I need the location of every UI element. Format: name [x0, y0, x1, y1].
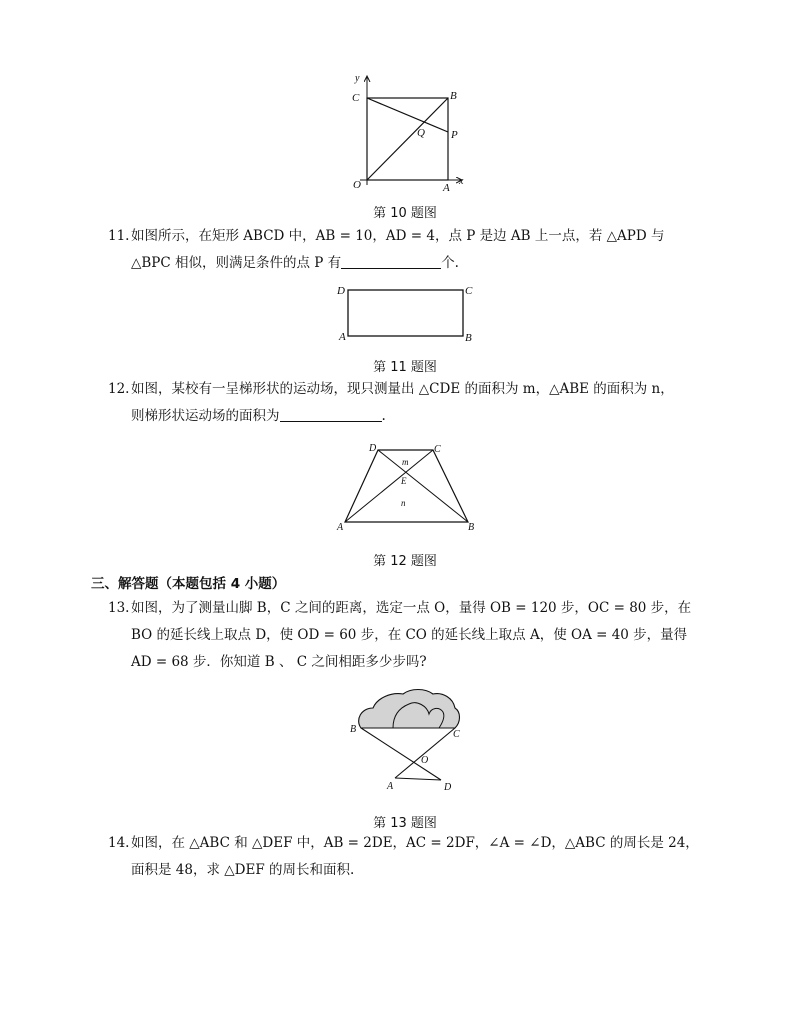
- figure-12-caption: 第 12 题图: [373, 554, 437, 569]
- figure-11-caption: 第 11 题图: [373, 360, 437, 375]
- figure-12: [333, 437, 481, 535]
- label-b: B: [468, 522, 475, 533]
- figure-10-caption: 第 10 题图: [373, 206, 437, 221]
- q11-answer-blank[interactable]: [341, 254, 441, 269]
- label-o: O: [353, 179, 361, 191]
- label-c: C: [453, 729, 460, 740]
- diagonal-ob: [367, 98, 448, 180]
- label-a: A: [337, 522, 344, 533]
- q11-line2: [131, 253, 459, 273]
- diagonal-ac: [345, 450, 433, 522]
- label-x: x: [459, 176, 464, 187]
- segment-ca: [395, 728, 455, 778]
- label-q: Q: [417, 127, 425, 139]
- label-n: n: [401, 498, 406, 508]
- label-m: m: [402, 457, 409, 467]
- label-a: A: [339, 331, 346, 343]
- label-a: A: [387, 781, 394, 792]
- q11-line2-text: △BPC 相似，则满足条件的点 P 有: [131, 255, 342, 271]
- q13-line2: BO 的延长线上取点 D，使 OD = 60 步，在 CO 的延长线上取点 A，使 OA = 40 步，量得: [131, 627, 688, 643]
- segment-bd: [361, 728, 441, 780]
- label-b: B: [350, 724, 357, 735]
- label-b: B: [465, 332, 472, 344]
- label-c: C: [352, 92, 360, 104]
- q12-number: 12.: [108, 381, 130, 397]
- q14-line1: 如图，在 △ABC 和 △DEF 中，AB = 2DE，AC = 2DF，∠A = ∠D，△ABC 的周长是 24，: [131, 835, 699, 851]
- label-d: D: [444, 782, 452, 793]
- figure-11: [334, 282, 479, 344]
- q12-line2-end: .: [381, 408, 386, 424]
- rectangle-abcd: [348, 290, 463, 336]
- q11-line1: 如图所示，在矩形 ABCD 中，AB = 10，AD = 4，点 P 是边 AB 上一点，若 △APD 与: [131, 228, 665, 244]
- label-c: C: [434, 444, 441, 455]
- q13-line1: 如图，为了测量山脚 B，C 之间的距离，选定一点 O，量得 OB = 120 步，OC = 80 步，在: [131, 600, 692, 616]
- q13-line3: AD = 68 步．你知道 B 、 C 之间相距多少步吗?: [131, 654, 427, 670]
- q12-line1: 如图，某校有一呈梯形状的运动场，现只测量出 △CDE 的面积为 m，△ABE 的面积为 n，: [131, 381, 674, 397]
- label-a: A: [443, 182, 450, 194]
- label-d: D: [369, 443, 377, 454]
- mountain-shape: [359, 690, 460, 729]
- section-3-title: 三、解答题（本题包括 4 小题）: [91, 576, 286, 592]
- q13-number: 13.: [108, 600, 130, 616]
- label-b: B: [450, 90, 457, 102]
- q11-number: 11.: [108, 228, 130, 244]
- segment-ad: [395, 778, 441, 780]
- q14-line2: 面积是 48，求 △DEF 的周长和面积.: [131, 862, 355, 878]
- label-y: y: [355, 73, 360, 84]
- q12-line2: [131, 406, 386, 426]
- figure-10: [340, 70, 470, 195]
- label-p: P: [451, 129, 458, 141]
- label-d: D: [337, 285, 345, 297]
- q12-answer-blank[interactable]: [280, 407, 382, 422]
- diagonal-bd: [378, 450, 468, 522]
- label-c: C: [465, 285, 473, 297]
- label-e: E: [401, 476, 407, 486]
- q11-line2-end: 个.: [441, 255, 459, 271]
- figure-13-caption: 第 13 题图: [373, 816, 437, 831]
- q14-number: 14.: [108, 835, 130, 851]
- segment-cp: [367, 98, 448, 132]
- figure-13: [343, 684, 473, 796]
- q12-line2-text: 则梯形状运动场的面积为: [131, 408, 280, 424]
- label-o: O: [421, 755, 429, 766]
